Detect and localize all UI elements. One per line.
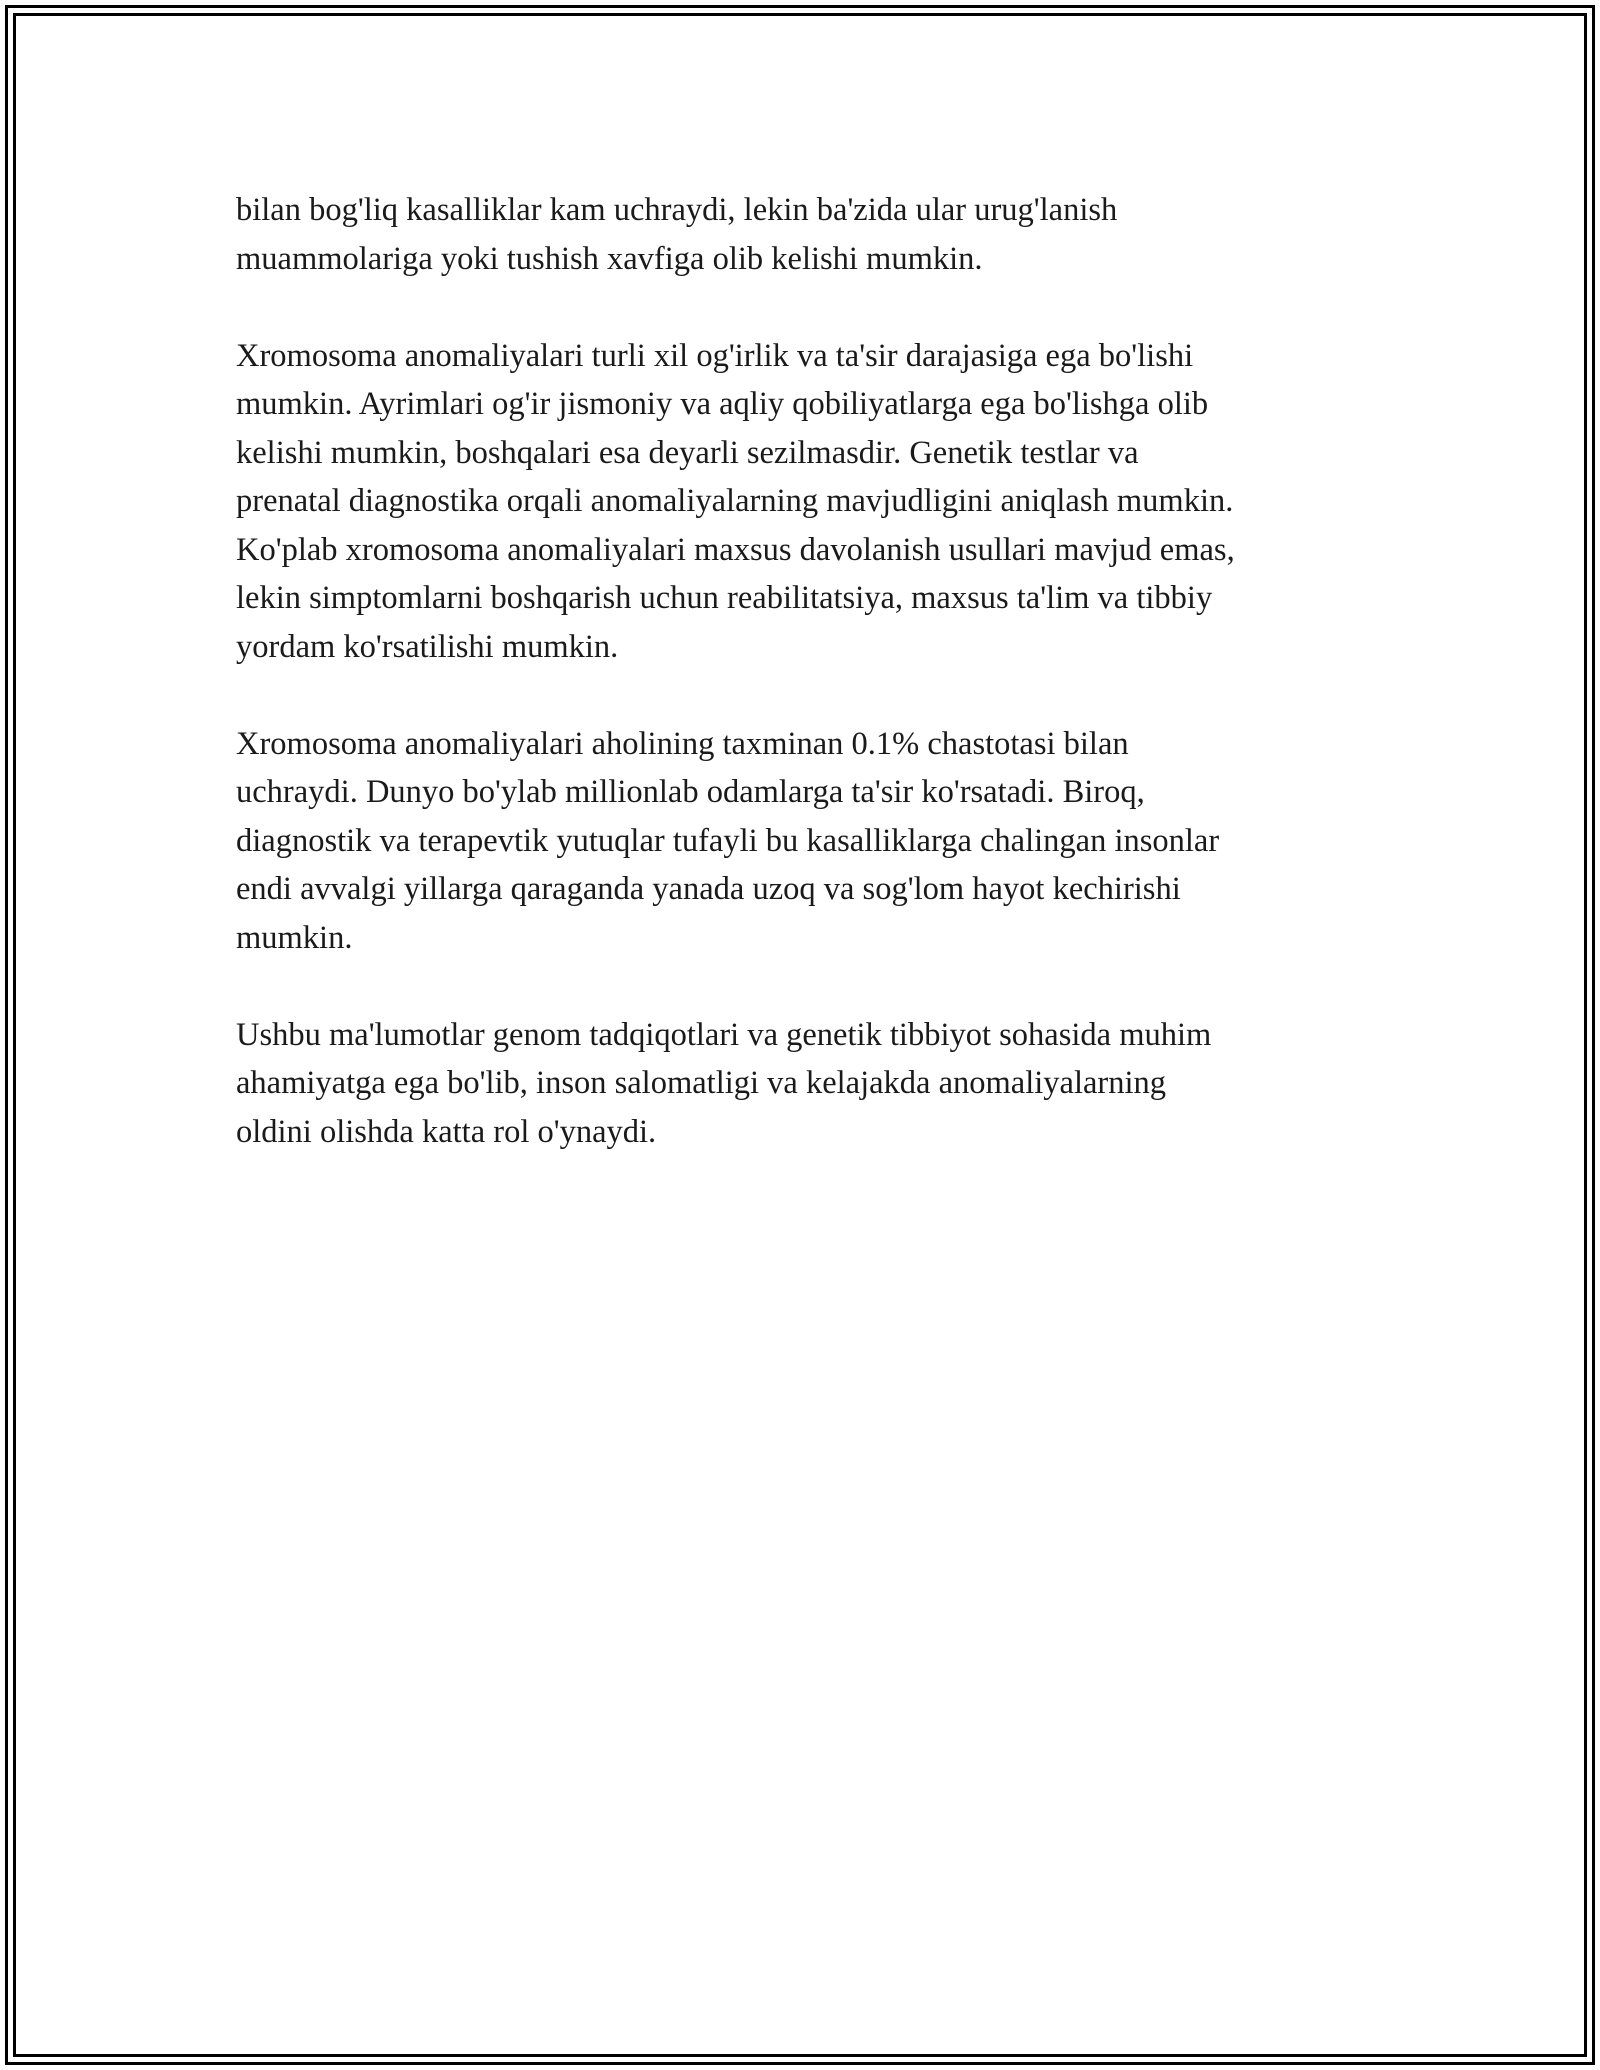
paragraph-3: Xromosoma anomaliyalari aholining taxminan 0.1% chastotasi bilan uchraydi. Dunyo bo'ylab millionlab odamlarga ta'sir ko'rsatadi. Biroq, diagnostik va terapevtik yutuqlar tufayli bu kasalliklarga chalingan insonlar endi avvalgi yillarga qaraganda yanada uzoq va sog'lom hayot kechirishi mumkin. [236,725,1220,956]
paragraph-2: Xromosoma anomaliyalari turli xil og'irlik va ta'sir darajasiga ega bo'lishi mumkin. Ayrimlari og'ir jismoniy va aqliy qobiliyatlarga ega bo'lishga olib kelishi mumkin, boshqalari esa deyarli sezilmasdir. Genetik testlar va prenatal diagnostika orqali anomaliyalarning mavjudligini aniqlash mumkin. Ko'plab xromosoma anomaliyalari maxsus davolanish usullari mavjud emas, lekin simptomlarni boshqarish uchun reabilitatsiya, maxsus ta'lim va tibbiy yordam ko'rsatilishi mumkin. [236,337,1235,665]
paragraph-1: bilan bog'liq kasalliklar kam uchraydi, lekin ba'zida ular urug'lanish muammolariga yoki tushish xavfiga olib kelishi mumkin. [236,192,1118,277]
paragraph-4: Ushbu ma'lumotlar genom tadqiqotlari va genetik tibbiyot sohasida muhim ahamiyatga ega bo'lib, inson salomatligi va kelajakda anomaliyalarning oldini olishda katta rol o'ynaydi. [236,1016,1212,1150]
document-body [236,186,1376,1205]
